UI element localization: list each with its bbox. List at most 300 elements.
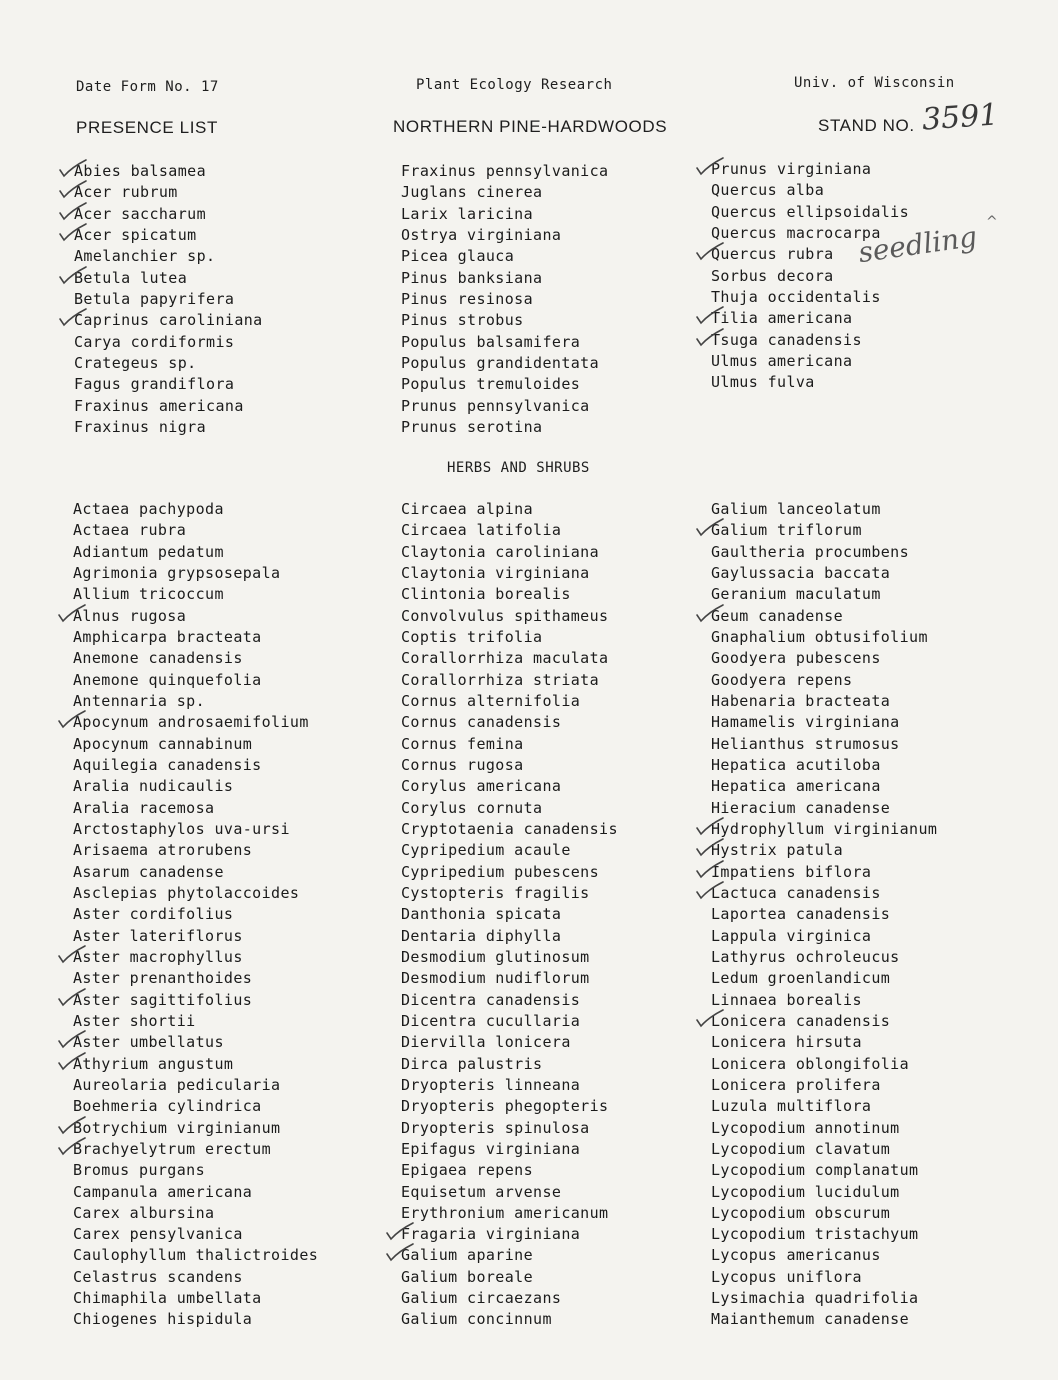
species-item xyxy=(711,266,909,287)
species-name: Brachyelytrum erectum xyxy=(73,1139,272,1158)
species-item xyxy=(74,204,263,225)
species-name: Cornus femina xyxy=(401,734,524,753)
species-name: Populus tremuloides xyxy=(401,375,581,394)
species-item xyxy=(73,904,318,925)
species-item xyxy=(73,1096,318,1117)
species-name: Convolvulus spithameus xyxy=(401,606,609,625)
species-name: Goodyera repens xyxy=(711,670,853,689)
species-name: Prunus virginiana xyxy=(711,160,872,178)
species-item xyxy=(74,417,263,438)
species-item xyxy=(401,1309,618,1330)
species-item xyxy=(711,968,937,989)
species-item xyxy=(401,755,618,776)
species-name: Populus grandidentata xyxy=(401,354,600,373)
insertion-caret-mark: ^ xyxy=(986,214,998,230)
species-item xyxy=(401,161,608,182)
species-name: Fragaria virginiana xyxy=(401,1225,581,1244)
species-name: Aster sagittifolius xyxy=(73,990,253,1009)
species-item xyxy=(73,968,318,989)
species-name: Circaea alpina xyxy=(401,500,534,518)
species-name: Aster macrophyllus xyxy=(73,947,243,966)
species-name: Impatiens biflora xyxy=(711,862,872,881)
species-name: Agrimonia grypsosepala xyxy=(73,563,281,582)
community-title: NORTHERN PINE-HARDWOODS xyxy=(393,117,668,136)
species-item xyxy=(401,670,618,691)
species-item xyxy=(711,563,937,584)
species-name: Amphicarpa bracteata xyxy=(73,627,262,646)
species-name: Hepatica acutiloba xyxy=(711,755,881,774)
species-item xyxy=(73,670,318,691)
species-item xyxy=(401,883,618,904)
species-item xyxy=(711,202,909,223)
species-name: Erythronium americanum xyxy=(401,1203,609,1222)
species-item xyxy=(401,819,618,840)
species-item xyxy=(73,1075,318,1096)
species-name: Lysimachia quadrifolia xyxy=(711,1289,919,1308)
species-name: Aquilegia canadensis xyxy=(73,755,262,774)
species-item xyxy=(401,1011,618,1032)
species-item xyxy=(401,563,618,584)
species-name: Hamamelis virginiana xyxy=(711,713,900,732)
species-name: Cornus alternifolia xyxy=(401,691,581,710)
species-name: Lycopus uniflora xyxy=(711,1267,862,1286)
species-item xyxy=(711,627,937,648)
species-item xyxy=(73,1288,318,1309)
species-item xyxy=(711,819,937,840)
species-name: Cypripedium acaule xyxy=(401,841,571,860)
species-item xyxy=(73,798,318,819)
species-item xyxy=(73,1245,318,1266)
species-item xyxy=(401,691,618,712)
species-name: Cystopteris fragilis xyxy=(401,883,590,902)
species-name: Betula lutea xyxy=(74,268,188,287)
species-item xyxy=(401,968,618,989)
species-name: Lycopodium annotinum xyxy=(711,1118,900,1137)
species-item xyxy=(711,330,909,351)
species-item xyxy=(73,926,318,947)
species-item xyxy=(711,308,909,329)
species-item xyxy=(401,182,608,203)
species-item xyxy=(711,712,937,733)
species-item xyxy=(73,947,318,968)
species-name: Galium concinnum xyxy=(401,1310,552,1329)
species-name: Desmodium glutinosum xyxy=(401,947,590,966)
species-item xyxy=(711,1224,937,1245)
species-item xyxy=(401,1096,618,1117)
species-item xyxy=(73,862,318,883)
species-item xyxy=(73,1118,318,1139)
species-item xyxy=(74,374,263,395)
species-name: Luzula multiflora xyxy=(711,1097,872,1116)
species-item xyxy=(711,1096,937,1117)
species-item xyxy=(711,926,937,947)
species-name: Fagus grandiflora xyxy=(74,375,235,394)
species-item xyxy=(73,520,318,541)
species-name: Desmodium nudiflorum xyxy=(401,969,590,988)
species-item xyxy=(401,542,618,563)
species-name: Sorbus decora xyxy=(711,266,834,285)
species-name: Claytonia caroliniana xyxy=(401,542,600,561)
species-name: Aster shortii xyxy=(73,1011,196,1030)
species-item xyxy=(401,396,608,417)
species-item xyxy=(401,1160,618,1181)
species-name: Tilia americana xyxy=(711,309,853,328)
species-item xyxy=(711,1267,937,1288)
species-item xyxy=(711,1309,937,1330)
species-item xyxy=(711,755,937,776)
species-name: Aureolaria pedicularia xyxy=(73,1075,281,1094)
species-name: Dirca palustris xyxy=(401,1054,543,1073)
species-item xyxy=(711,1160,937,1181)
species-item xyxy=(711,798,937,819)
species-name: Chimaphila umbellata xyxy=(73,1289,262,1308)
species-name: Boehmeria cylindrica xyxy=(73,1097,262,1116)
species-name: Bromus purgans xyxy=(73,1161,206,1180)
species-name: Populus balsamifera xyxy=(401,332,581,351)
species-item xyxy=(711,1288,937,1309)
species-item xyxy=(401,310,608,331)
species-name: Campanula americana xyxy=(73,1182,253,1201)
species-item xyxy=(401,1288,618,1309)
species-name: Corylus americana xyxy=(401,777,562,796)
species-item xyxy=(401,904,618,925)
species-item xyxy=(73,883,318,904)
species-name: Pinus banksiana xyxy=(401,268,543,287)
species-name: Epifagus virginiana xyxy=(401,1139,581,1158)
species-item xyxy=(73,712,318,733)
species-name: Aster umbellatus xyxy=(73,1033,224,1052)
tree-list-column-3 xyxy=(711,159,909,394)
species-name: Maianthemum canadense xyxy=(711,1310,910,1329)
species-name: Coptis trifolia xyxy=(401,627,543,646)
species-item xyxy=(711,372,909,393)
species-name: Lycopus americanus xyxy=(711,1246,881,1265)
species-name: Dryopteris linneana xyxy=(401,1075,581,1094)
species-name: Tsuga canadensis xyxy=(711,330,862,349)
species-name: Equisetum arvense xyxy=(401,1182,562,1201)
species-item xyxy=(401,606,618,627)
species-item xyxy=(74,268,263,289)
species-name: Laportea canadensis xyxy=(711,905,891,924)
species-name: Carex albursina xyxy=(73,1203,215,1222)
species-name: Acer saccharum xyxy=(74,204,207,223)
species-name: Prunus serotina xyxy=(401,418,543,437)
species-item xyxy=(711,159,909,180)
species-name: Quercus rubra xyxy=(711,245,834,264)
species-item xyxy=(73,1054,318,1075)
species-item xyxy=(401,947,618,968)
species-item xyxy=(401,289,608,310)
species-item xyxy=(401,268,608,289)
species-item xyxy=(711,1054,937,1075)
species-item xyxy=(711,499,937,520)
species-name: Epigaea repens xyxy=(401,1161,534,1180)
species-name: Diervilla lonicera xyxy=(401,1033,571,1052)
species-name: Larix laricina xyxy=(401,204,534,223)
species-name: Botrychium virginianum xyxy=(73,1118,281,1137)
species-name: Galium circaezans xyxy=(401,1289,562,1308)
species-name: Geranium maculatum xyxy=(711,585,881,604)
species-item xyxy=(74,353,263,374)
species-name: Habenaria bracteata xyxy=(711,691,891,710)
species-name: Dicentra canadensis xyxy=(401,990,581,1009)
species-name: Adiantum pedatum xyxy=(73,542,224,561)
species-item xyxy=(401,584,618,605)
species-name: Pinus resinosa xyxy=(401,290,534,309)
species-item xyxy=(711,1182,937,1203)
species-name: Lonicera oblongifolia xyxy=(711,1054,910,1073)
species-name: Cornus rugosa xyxy=(401,755,524,774)
species-item xyxy=(711,947,937,968)
species-item xyxy=(401,246,608,267)
species-item xyxy=(401,1267,618,1288)
species-name: Acer spicatum xyxy=(74,226,197,245)
species-name: Carex pensylvanica xyxy=(73,1225,243,1244)
species-item xyxy=(73,627,318,648)
species-name: Quercus alba xyxy=(711,181,825,200)
species-name: Lactuca canadensis xyxy=(711,883,881,902)
species-item xyxy=(711,990,937,1011)
species-name: Corylus cornuta xyxy=(401,798,543,817)
species-item xyxy=(74,310,263,331)
species-name: Dicentra cucullaria xyxy=(401,1011,581,1030)
species-name: Actaea rubra xyxy=(73,521,187,540)
species-item xyxy=(711,1139,937,1160)
species-name: Galium lanceolatum xyxy=(711,500,881,518)
species-item xyxy=(73,499,318,520)
species-item xyxy=(73,542,318,563)
species-name: Ulmus americana xyxy=(711,352,853,371)
species-item xyxy=(74,246,263,267)
species-item xyxy=(401,648,618,669)
species-name: Hystrix patula xyxy=(711,841,844,860)
species-item xyxy=(711,351,909,372)
species-name: Claytonia virginiana xyxy=(401,563,590,582)
species-name: Lonicera prolifera xyxy=(711,1075,881,1094)
species-item xyxy=(401,499,618,520)
species-item xyxy=(711,691,937,712)
species-name: Aster prenanthoides xyxy=(73,969,253,988)
species-name: Quercus ellipsoidalis xyxy=(711,202,910,221)
species-name: Arctostaphylos uva-ursi xyxy=(73,819,290,838)
species-item xyxy=(401,520,618,541)
species-item xyxy=(711,1075,937,1096)
species-name: Ledum groenlandicum xyxy=(711,969,891,988)
species-item xyxy=(73,691,318,712)
species-name: Lonicera hirsuta xyxy=(711,1033,862,1052)
species-item xyxy=(73,1139,318,1160)
species-item xyxy=(711,840,937,861)
species-item xyxy=(711,883,937,904)
species-item xyxy=(73,776,318,797)
species-name: Lycopodium tristachyum xyxy=(711,1225,919,1244)
list-title: PRESENCE LIST xyxy=(76,118,218,137)
species-item xyxy=(401,1224,618,1245)
species-item xyxy=(711,776,937,797)
species-item xyxy=(73,1182,318,1203)
species-item xyxy=(73,734,318,755)
species-item xyxy=(711,1032,937,1053)
species-item xyxy=(73,1160,318,1181)
species-item xyxy=(74,225,263,246)
species-item xyxy=(401,1245,618,1266)
species-item xyxy=(711,584,937,605)
species-name: Corallorrhiza maculata xyxy=(401,649,609,668)
species-item xyxy=(401,1054,618,1075)
species-item xyxy=(711,520,937,541)
species-name: Gaultheria procumbens xyxy=(711,542,910,561)
species-name: Arisaema atrorubens xyxy=(73,841,253,860)
species-name: Clintonia borealis xyxy=(401,585,571,604)
species-name: Hepatica americana xyxy=(711,777,881,796)
species-item xyxy=(73,1309,318,1330)
species-item xyxy=(401,734,618,755)
species-name: Lathyrus ochroleucus xyxy=(711,947,900,966)
species-item xyxy=(401,374,608,395)
species-item xyxy=(401,1139,618,1160)
stand-label: STAND NO. xyxy=(818,116,915,135)
species-item xyxy=(401,1182,618,1203)
herb-list-column-3 xyxy=(711,499,937,1331)
species-name: Gnaphalium obtusifolium xyxy=(711,627,928,646)
species-name: Amelanchier sp. xyxy=(74,247,216,266)
species-name: Antennaria sp. xyxy=(73,691,206,710)
species-item xyxy=(401,1203,618,1224)
species-name: Galium aparine xyxy=(401,1246,534,1265)
tree-list-column-1 xyxy=(74,161,263,438)
university-name: Univ. of Wisconsin xyxy=(794,75,955,91)
species-name: Pinus strobus xyxy=(401,311,524,330)
species-name: Crategeus sp. xyxy=(74,354,197,373)
species-name: Carya cordiformis xyxy=(74,332,235,351)
species-name: Goodyera pubescens xyxy=(711,649,881,668)
species-name: Aster cordifolius xyxy=(73,905,234,924)
species-name: Asclepias phytolaccoides xyxy=(73,883,300,902)
species-item xyxy=(711,1245,937,1266)
species-name: Galium triflorum xyxy=(711,521,862,540)
species-item xyxy=(73,819,318,840)
species-name: Caprinus caroliniana xyxy=(74,311,263,330)
species-name: Apocynum androsaemifolium xyxy=(73,713,309,732)
species-item xyxy=(401,862,618,883)
species-item xyxy=(74,182,263,203)
species-name: Fraxinus nigra xyxy=(74,418,207,437)
species-name: Aralia racemosa xyxy=(73,798,215,817)
species-item xyxy=(73,648,318,669)
species-name: Fraxinus americana xyxy=(74,396,244,415)
species-name: Dryopteris spinulosa xyxy=(401,1118,590,1137)
species-name: Anemone canadensis xyxy=(73,649,243,668)
species-name: Anemone quinquefolia xyxy=(73,670,262,689)
species-name: Hydrophyllum virginianum xyxy=(711,819,938,838)
species-item xyxy=(73,990,318,1011)
species-name: Lycopodium lucidulum xyxy=(711,1182,900,1201)
species-item xyxy=(711,862,937,883)
species-item xyxy=(401,204,608,225)
species-name: Danthonia spicata xyxy=(401,905,562,924)
herbs-section-title: HERBS AND SHRUBS xyxy=(447,460,590,476)
species-name: Aster lateriflorus xyxy=(73,926,243,945)
species-item xyxy=(401,225,608,246)
species-name: Linnaea borealis xyxy=(711,990,862,1009)
species-name: Lycopodium clavatum xyxy=(711,1139,891,1158)
species-item xyxy=(74,161,263,182)
species-item xyxy=(711,648,937,669)
species-item xyxy=(73,1032,318,1053)
species-item xyxy=(74,289,263,310)
species-name: Asarum canadense xyxy=(73,862,224,881)
species-item xyxy=(74,332,263,353)
species-item xyxy=(401,798,618,819)
species-name: Ulmus fulva xyxy=(711,373,815,392)
species-item xyxy=(401,1118,618,1139)
species-name: Helianthus strumosus xyxy=(711,734,900,753)
species-name: Actaea pachypoda xyxy=(73,500,224,518)
species-item xyxy=(711,734,937,755)
seedling-annotation: seedling xyxy=(856,219,980,270)
species-item xyxy=(73,1203,318,1224)
species-item xyxy=(74,396,263,417)
species-item xyxy=(711,670,937,691)
species-name: Allium tricoccum xyxy=(73,585,224,604)
species-name: Ostrya virginiana xyxy=(401,226,562,245)
species-item xyxy=(73,840,318,861)
species-item xyxy=(73,1267,318,1288)
species-item xyxy=(401,332,608,353)
species-name: Gaylussacia baccata xyxy=(711,563,891,582)
species-item xyxy=(73,563,318,584)
species-name: Thuja occidentalis xyxy=(711,288,881,307)
species-name: Caulophyllum thalictroides xyxy=(73,1246,319,1265)
species-item xyxy=(711,542,937,563)
species-item xyxy=(401,1075,618,1096)
species-item xyxy=(401,840,618,861)
herb-list-column-1 xyxy=(73,499,318,1331)
species-item xyxy=(401,776,618,797)
herb-list-column-2 xyxy=(401,499,618,1331)
species-item xyxy=(401,417,608,438)
species-item xyxy=(73,606,318,627)
species-item xyxy=(401,627,618,648)
form-number: Date Form No. 17 xyxy=(76,79,219,95)
species-name: Cypripedium pubescens xyxy=(401,862,600,881)
species-item xyxy=(73,1011,318,1032)
organization-name: Plant Ecology Research xyxy=(416,77,613,93)
species-name: Cornus canadensis xyxy=(401,713,562,732)
species-item xyxy=(401,926,618,947)
species-item xyxy=(73,1224,318,1245)
species-name: Circaea latifolia xyxy=(401,521,562,540)
species-name: Hieracium canadense xyxy=(711,798,891,817)
species-name: Cryptotaenia canadensis xyxy=(401,819,618,838)
species-item xyxy=(711,1118,937,1139)
species-name: Quercus macrocarpa xyxy=(711,224,881,243)
species-name: Juglans cinerea xyxy=(401,183,543,202)
species-name: Lonicera canadensis xyxy=(711,1011,891,1030)
species-name: Dentaria diphylla xyxy=(401,926,562,945)
species-name: Picea glauca xyxy=(401,247,515,266)
species-name: Dryopteris phegopteris xyxy=(401,1097,609,1116)
species-name: Lycopodium complanatum xyxy=(711,1161,919,1180)
species-item xyxy=(73,755,318,776)
species-name: Geum canadense xyxy=(711,606,844,625)
species-name: Alnus rugosa xyxy=(73,606,187,625)
species-name: Galium boreale xyxy=(401,1267,534,1286)
species-item xyxy=(711,606,937,627)
species-name: Abies balsamea xyxy=(74,162,207,180)
species-name: Apocynum cannabinum xyxy=(73,734,253,753)
species-name: Chiogenes hispidula xyxy=(73,1310,253,1329)
